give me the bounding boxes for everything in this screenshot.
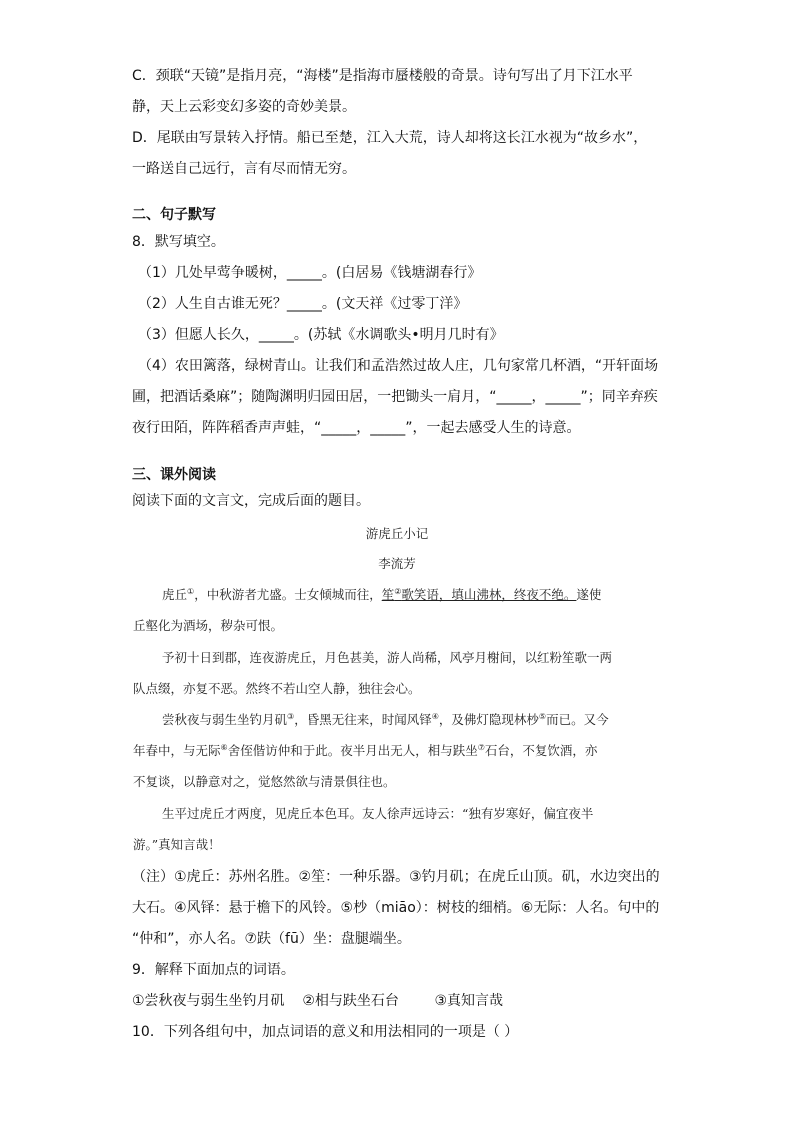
text-span: ，中秋游者尤盛。士女倾城而往，: [194, 587, 382, 602]
option-d-line2: 一路送自己远行，言有尽而情无穷。: [132, 161, 356, 177]
passage-p2-line1: 予初十日到郡，连夜游虎丘，月色甚美，游人尚稀，风亭月榭间，以红粉笙歌一两: [162, 650, 613, 665]
passage-p1-line2: 丘壑化为酒场，秽杂可恨。: [133, 618, 284, 633]
section-title: 三、课外阅读: [132, 467, 216, 483]
option-d-line1: D．尾联由写景转入抒情。船已至楚，江入大荒，诗人却将这长江水视为“故乡水”，: [132, 130, 648, 146]
text-span: 舍侄偕访仲和于此。夜半月出无人，相与趺坐: [227, 743, 478, 758]
section-title: 二、句子默写: [132, 207, 216, 223]
text-span: ，及佛灯隐现林杪: [438, 712, 539, 727]
passage-p1-line1: [162, 586, 601, 604]
fill-item-1: （1）几处早莺争暖树，_____。(白居易《钱塘湖春行》: [138, 265, 482, 281]
footnote-mark: ⑤: [538, 711, 547, 721]
footnote-mark: ③: [287, 711, 295, 721]
option-c-line1: C．颈联“天镜”是指月亮，“海楼”是指海市蜃楼般的奇景。诗句写出了月下江水平: [132, 68, 633, 84]
passage-p4-line2: 游。”真知言哉！: [133, 837, 221, 852]
question-9: 9．解释下面加点的词语。: [132, 962, 295, 978]
question-8: 8．默写填空。: [132, 234, 225, 250]
passage-p3-line1: [162, 711, 609, 729]
passage-title: 游虎丘小记: [365, 526, 429, 541]
footnote-mark: ⑦: [477, 742, 485, 752]
underlined-text: [382, 587, 577, 602]
text-span: 遂使: [576, 587, 602, 602]
question-10: 10．下列各组句中，加点词语的意义和用法相同的一项是（ ）: [132, 1024, 519, 1040]
text-span: 虎丘: [162, 587, 188, 602]
passage-p3-line3: 不复谈，以静意对之，觉悠然欲与清景俱往也。: [133, 774, 396, 789]
passage-author: 李流芳: [378, 556, 416, 571]
footnote-mark: ④: [431, 711, 439, 721]
notes-line2: 大石。④风铎：悬于檐下的风铃。⑤杪（miāo）：树枝的细梢。⑥无际：人名。句中的: [132, 900, 660, 916]
notes-line3: “仲和”，亦人名。⑦趺（fū）坐：盘腿端坐。: [132, 931, 411, 947]
footnote-mark: ②: [394, 586, 402, 596]
question-9-items: ①尝秋夜与弱生坐钓月矶 ②相与趺坐石台 ③真知言哉: [132, 993, 504, 1009]
text-span: 笙: [381, 587, 395, 602]
text-span: 尝秋夜与弱生坐钓月矶: [162, 712, 288, 727]
text-span: 而已。又今: [546, 712, 609, 727]
fill-item-2: （2）人生自古谁无死？_____。(文天祥《过零丁洋》: [138, 296, 468, 312]
footnote-mark: ①: [187, 586, 195, 596]
fill-item-3: （3）但愿人长久，_____。(苏轼《水调歌头•明月几时有》: [138, 327, 504, 343]
text-span: ，昏黑无往来，时闻风铎: [294, 712, 432, 727]
passage-p2-line2: 队点缀，亦复不恶。然终不若山空人静，独往会心。: [133, 681, 421, 696]
text-span: 石台，不复饮酒，亦: [484, 743, 598, 758]
reading-intro: 阅读下面的文言文，完成后面的题目。: [132, 493, 370, 509]
notes-line1: （注）①虎丘：苏州名胜。②笙：一种乐器。③钓月矶；在虎丘山顶。矶，水边突出的: [132, 869, 660, 885]
footnote-mark: ⑥: [220, 742, 228, 752]
text-span: 歌笑语，填山沸林，终夜不绝。: [401, 587, 577, 602]
fill-item-4-line3: 夜行田陌，阵阵稻香声声蛙，“_____，_____”，一起去感受人生的诗意。: [132, 420, 581, 436]
passage-p4-line1: 生平过虎丘才两度，见虎丘本色耳。友人徐声远诗云：“独有岁寒好，偏宜夜半: [162, 806, 594, 821]
fill-item-4-line2: 圃，把酒话桑麻”；随陶渊明归园田居，一把锄头一肩月，“_____，_____”；同辛弃疾: [132, 389, 658, 405]
text-span: 年春中，与无际: [133, 743, 221, 758]
passage-p3-line2: [133, 742, 597, 760]
fill-item-4-line1: （4）农田篱落，绿树青山。让我们和孟浩然过故人庄，几句家常几杯酒，“开轩面场: [138, 358, 659, 374]
option-c-line2: 静，天上云彩变幻多姿的奇妙美景。: [132, 99, 356, 115]
